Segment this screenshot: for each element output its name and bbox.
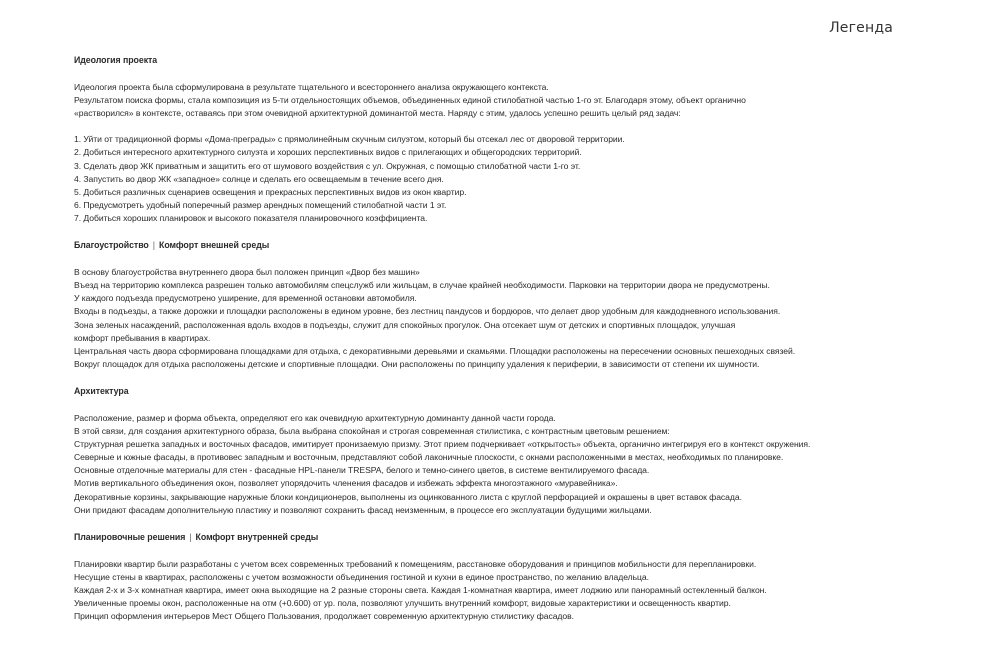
paragraph: У каждого подъезда предусмотрено уширение, для временной остановки автомобиля. xyxy=(74,293,417,304)
section-body xyxy=(74,558,934,623)
section-landscaping xyxy=(74,239,934,371)
list-item: 4. Запустить во двор ЖК «западное» солнце и сделать его освещаемым в течение всего дня. xyxy=(74,173,444,184)
paragraph: Идеология проекта была сформулирована в результате тщательного и всестороннего анализа окружающего контекста. xyxy=(74,82,549,93)
heading-separator: | xyxy=(152,240,156,251)
paragraph: Входы в подъезды, а также дорожки и площадки расположены в едином уровне, без лестниц пандусов и бордюров, что делает двор удобным для каждодневного использования. xyxy=(74,306,781,317)
paragraph: Результатом поиска формы, стала композиция из 5-ти отдельностоящих объемов, объединенных единой стилобатной частью 1-го эт. Благодаря этому, объект органично xyxy=(74,95,746,106)
page-title: Легенда xyxy=(829,20,893,36)
paragraph: Зона зеленых насаждений, расположенная вдоль входов в подъезды, служит для спокойных прогулок. Она отсекает шум от детских и спортивных площадок, улучшая xyxy=(74,319,736,330)
paragraph: Центральная часть двора сформирована площадками для отдыха, с декоративными деревьями и скамьями. Площадки расположены на пересечении основных пешеходных связей. xyxy=(74,345,796,356)
heading-sub: Комфорт внешней среды xyxy=(159,240,270,251)
section-planning xyxy=(74,531,934,624)
paragraph: Несущие стены в квартирах, расположены с учетом возможности объединения гостиной и кухни в единое пространство, по желанию владельца. xyxy=(74,571,649,582)
section-heading: Идеология проекта xyxy=(74,55,158,65)
paragraph: Въезд на территорию комплекса разрешен только автомобилям спецслужб или жильцам, в случае крайней необходимости. Парковки на территории двора не предусмотрены. xyxy=(74,280,770,291)
heading-separator: | xyxy=(189,531,192,542)
section-heading xyxy=(74,239,934,252)
paragraph: Они придают фасадам дополнительную пластику и позволяют сохранить фасад неизменным, в процессе его эксплуатации будущими жильцами. xyxy=(74,504,652,515)
list-item: 6. Предусмотреть удобный поперечный размер арендных помещений стилобатной части 1 эт. xyxy=(74,199,447,210)
paragraph: В этой связи, для создания архитектурного образа, была выбрана спокойная и строгая современная стилистика, с контрастным цветовым решением: xyxy=(74,426,670,437)
section-heading xyxy=(74,531,934,544)
paragraph: «растворился» в контексте, оставаясь при этом очевидной архитектурной доминантой места. Наряду с этим, удалось успешно решить целый ряд задач: xyxy=(74,108,681,119)
paragraph: Мотив вертикального объединения окон, позволяет упорядочить членения фасадов и избежать эффекта многоэтажного «муравейника». xyxy=(74,478,618,489)
paragraph: Вокруг площадок для отдыха расположены детские и спортивные площадки. Они расположены по принципу удаления к периферии, в зависимости от степени их шумности. xyxy=(74,358,760,369)
paragraph: Расположение, размер и форма объекта, определяют его как очевидную архитектурную доминанту данной части города. xyxy=(74,412,556,423)
paragraph: Структурная решетка западных и восточных фасадов, имитирует пронизаемую призму. Этот прием подчеркивает «открытость» объекта, органично интегрируя его в контекст окружения. xyxy=(74,439,811,450)
section-heading: Архитектура xyxy=(74,385,129,396)
paragraph: Каждая 2-х и 3-х комнатная квартира, имеет окна выходящие на 2 разные стороны света. Каждая 1-комнатная квартира, имеет лоджию или панорамный остекленный балкон. xyxy=(74,585,767,595)
section-architecture xyxy=(74,385,934,517)
paragraph: В основу благоустройства внутреннего двора был положен принцип «Двор без машин» xyxy=(74,267,420,278)
list-item: 1. Уйти от традиционной формы «Дома-преграды» с прямолинейным скучным силуэтом, который бы отсекал лес от дворовой территории. xyxy=(74,134,625,145)
heading-main: Планировочные решения xyxy=(74,531,186,542)
list-item: 7. Добиться хороших планировок и высокого показателя планировочного коэффициента. xyxy=(74,212,428,223)
paragraph: Декоративные корзины, закрывающие наружные блоки кондиционеров, выполнены из оцинкованного листа с круглой перфорацией и окрашены в цвет вставок фасада. xyxy=(74,491,742,502)
heading-sub: Комфорт внутренней среды xyxy=(195,531,319,542)
paragraph: Планировки квартир были разработаны с учетом всех современных требований к помещениям, расстановке оборудования и принципов мобильности для перепланировки. xyxy=(74,558,757,569)
list-item: 3. Сделать двор ЖК приватным и защитить его от шумового воздействия с ул. Окружная, с помощью стилобатной части 1-го эт. xyxy=(74,160,581,171)
section-body xyxy=(74,266,934,371)
paragraph: Северные и южные фасады, в противовес западным и восточным, представляют собой лаконичные плоскости, с окнами расположенными в местах, необходимых по планировке. xyxy=(74,452,784,463)
paragraph: комфорт пребывания в квартирах. xyxy=(74,332,211,343)
task-list xyxy=(74,133,934,225)
heading-main: Благоустройство xyxy=(74,240,149,251)
list-item: 2. Добиться интересного архитектурного силуэта и хороших перспективных видов с прилегающих и общегородских территорий. xyxy=(74,147,582,158)
legend-content xyxy=(74,54,934,637)
section-body xyxy=(74,81,934,120)
paragraph: Основные отделочные материалы для стен - фасадные HPL-панели TRESPA, белого и темно-синего цветов, в системе вентилируемого фасада. xyxy=(74,465,650,476)
section-body xyxy=(74,412,934,517)
paragraph: Принцип оформления интерьеров Мест Общего Пользования, продолжает современную архитектурную стилистику фасадов. xyxy=(74,611,574,622)
section-ideology xyxy=(74,54,934,225)
paragraph: Увеличенные проемы окон, расположенные на отм (+0.600) от ур. пола, позволяют улучшить внутренний комфорт, видовые характеристики и освещенность квартир. xyxy=(74,598,731,609)
list-item: 5. Добиться различных сценариев освещения и прекрасных перспективных видов из окон квартир. xyxy=(74,186,467,197)
